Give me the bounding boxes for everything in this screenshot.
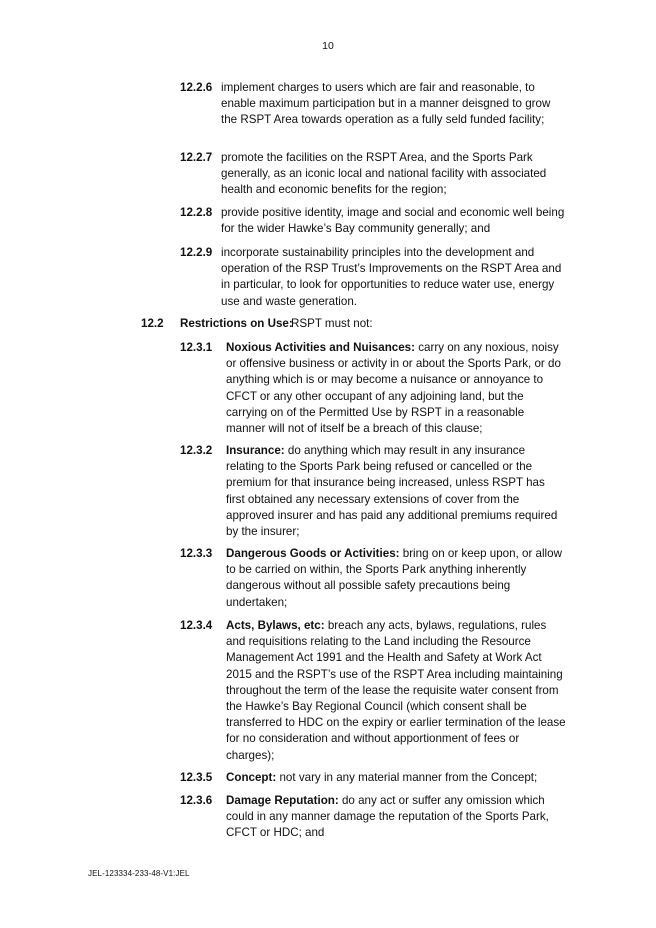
clause-number: 12.3.6	[180, 794, 213, 807]
clause-text: carry on any noxious, noisy or offensive business or activity in or about the Sports Park, or do anything which is or may become a nuisance or annoyance to CFCT or any other occupant of any adjoining land, but the carrying on of the Permitted Use by RSPT in a reasonable manner will not of itself be a breach of this clause;	[226, 341, 561, 436]
section-number: 12.2	[141, 317, 164, 330]
clause-text: do anything which may result in any insurance relating to the Sports Park being refused or cancelled or the premium for that insurance being increased, unless RSPT has first obtained any necessary extensions of cover from the approved insurer and has paid any additional premiums required by the insurer;	[226, 444, 558, 539]
clause-number: 12.3.5	[180, 771, 213, 784]
clause-title: Acts, Bylaws, etc:	[226, 619, 325, 632]
clause-number: 12.3.3	[180, 547, 213, 560]
clause-text: implement charges to users which are fair and reasonable, to enable maximum participation but in a manner deisgned to grow the RSPT Area towards operation as a fully seld funded facility;	[221, 81, 551, 127]
clause-number: 12.2.8	[180, 206, 213, 219]
clause-title: Damage Reputation:	[226, 794, 339, 807]
clause-text: provide positive identity, image and social and economic well being for the wider Hawke’s Bay community generally; and	[221, 206, 565, 236]
clause-text: not vary in any material manner from the Concept;	[279, 771, 538, 784]
clause-number: 12.3.4	[180, 619, 213, 632]
section-text: RSPT must not:	[291, 317, 373, 330]
clause-number: 12.2.7	[180, 151, 213, 164]
clause-text: incorporate sustainability principles into the development and operation of the RSP Trust’s Improvements on the RSPT Area and in particular, to look for opportunities to reduce water use, energy use and waste generation.	[221, 246, 562, 308]
section-title: Restrictions on Use:	[180, 317, 293, 330]
clause-number: 12.3.2	[180, 444, 213, 457]
clause-number: 12.3.1	[180, 341, 213, 354]
clause-text: promote the facilities on the RSPT Area, and the Sports Park generally, as an iconic local and national facility with associated health and economic benefits for the region;	[221, 151, 547, 197]
clause-text: breach any acts, bylaws, regulations, rules and requisitions relating to the Land including the Resource Management Act 1991 and the Health and Safety at Work Act 2015 and the RSPT’s use of the RSPT Area including maintaining throughout the term of the lease the requisite water consent from the Hawke’s Bay Regional Council (which consent shall be transferred to HDC on the expiry or earlier termination of the lease for no consideration and without apportionment of fees or charges);	[226, 619, 566, 762]
section-12-2	[141, 316, 373, 332]
clause-title: Insurance:	[226, 444, 285, 457]
clause-text: bring on or keep upon, or allow to be carried on within, the Sports Park anything inherently dangerous without all possible safety precautions being undertaken;	[226, 547, 562, 609]
clause-number: 12.2.6	[180, 81, 213, 94]
page-number: 10	[322, 40, 334, 52]
clause-title: Noxious Activities and Nuisances:	[226, 341, 415, 354]
clause-text: do any act or suffer any omission which could in any manner damage the reputation of the Sports Park, CFCT or HDC; and	[226, 794, 549, 840]
clause-title: Concept:	[226, 771, 277, 784]
document-reference: JEL-123334-233-48-V1:JEL	[88, 869, 190, 878]
clause-title: Dangerous Goods or Activities:	[226, 547, 400, 560]
clause-number: 12.2.9	[180, 246, 213, 259]
